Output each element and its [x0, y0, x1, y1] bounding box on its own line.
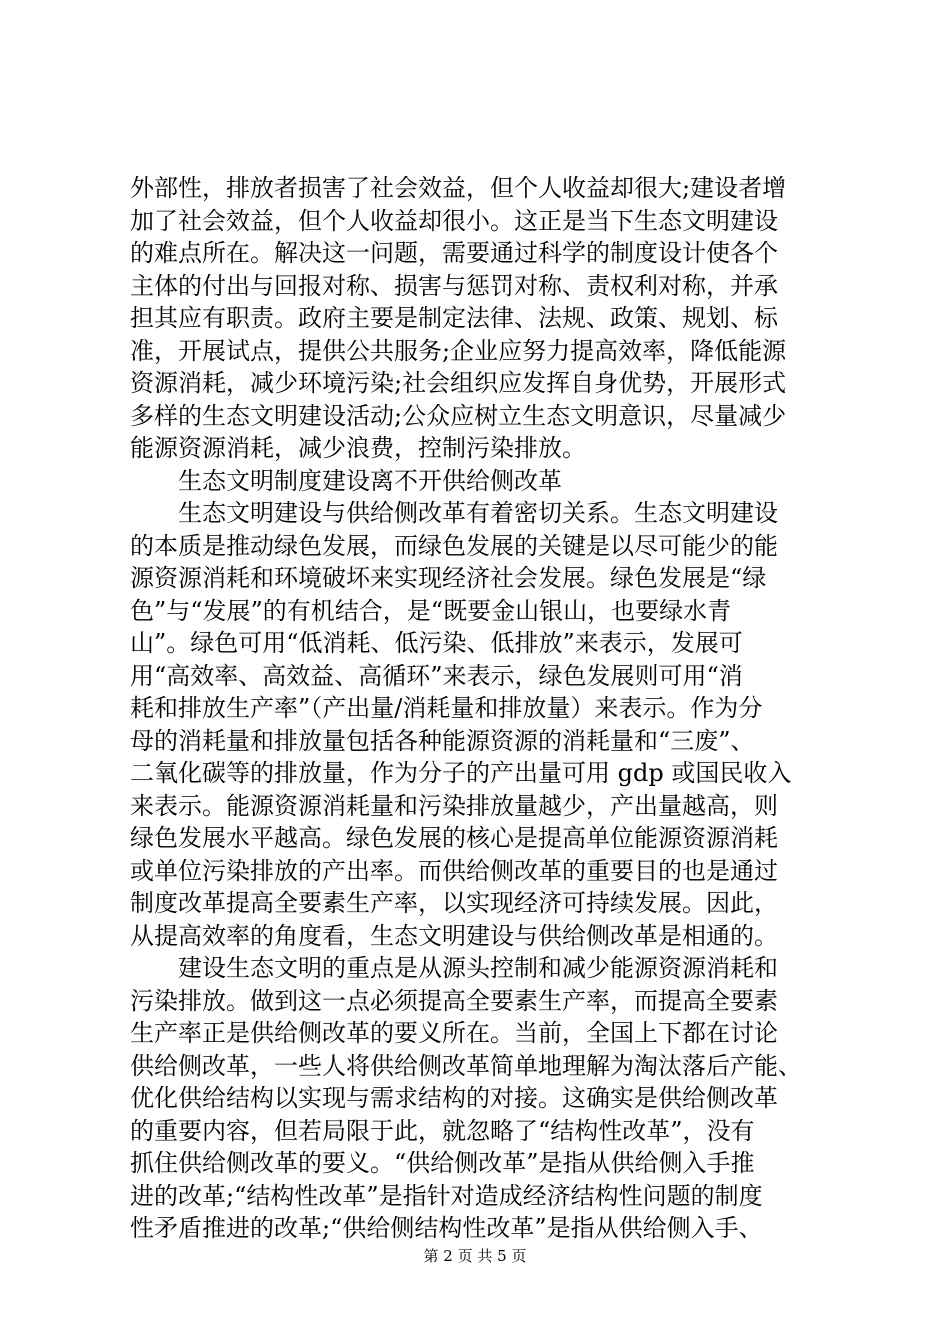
text-line: 优化供给结构以实现与需求结构的对接。这确实是供给侧改革: [130, 1084, 778, 1112]
text-line: 污染排放。做到这一点必须提高全要素生产率，而提高全要素: [130, 986, 778, 1015]
text-line: 性矛盾推进的改革;“供给侧结构性改革”是指从供给侧入手、: [130, 1214, 763, 1242]
text-line: 色”与“发展”的有机结合，是“既要金山银山，也要绿水青: [130, 596, 732, 625]
text-line: 制度改革提高全要素生产率，以实现经济可持续发展。因此，: [130, 889, 778, 917]
text-line: 或单位污染排放的产出率。而供给侧改革的重要目的也是通过: [130, 856, 778, 885]
text-line: 担其应有职责。政府主要是制定法律、法规、政策、规划、标: [130, 304, 778, 332]
text-line: 母的消耗量和排放量包括各种能源资源的消耗量和“三废”、: [130, 726, 755, 755]
text-line: 生态文明制度建设离不开供给侧改革: [178, 466, 562, 495]
text-line: 抓住供给侧改革的要义。“供给侧改革”是指从供给侧入手推: [130, 1149, 755, 1177]
text-line: 资源消耗，减少环境污染;社会组织应发挥自身优势，开展形式: [130, 369, 787, 397]
text-line: 能源资源消耗，减少浪费，控制污染排放。: [130, 434, 586, 462]
text-line: 建设生态文明的重点是从源头控制和减少能源资源消耗和: [178, 954, 778, 982]
text-line: 加了社会效益，但个人收益却很小。这正是当下生态文明建设: [130, 206, 778, 235]
text-line: 生产率正是供给侧改革的要义所在。当前，全国上下都在讨论: [130, 1019, 778, 1047]
text-line: 山”。绿色可用“低消耗、低污染、低排放”来表示，发展可: [130, 629, 743, 657]
text-line: 外部性，排放者损害了社会效益，但个人收益却很大;建设者增: [130, 174, 787, 202]
body-text: [130, 172, 830, 1245]
text-line: 多样的生态文明建设活动;公众应树立生态文明意识，尽量减少: [130, 401, 787, 430]
text-line: 用“高效率、高效益、高循环”来表示，绿色发展则可用“消: [130, 661, 743, 690]
text-line: 的重要内容，但若局限于此，就忽略了“结构性改革”，没有: [130, 1116, 755, 1145]
text-line: 二氧化碳等的排放量，作为分子的产出量可用 gdp 或国民收入: [130, 759, 792, 787]
text-line: 耗和排放生产率”（产出量/消耗量和排放量）来表示。作为分: [130, 694, 763, 722]
text-line: 的难点所在。解决这一问题，需要通过科学的制度设计使各个: [130, 239, 778, 267]
text-line: 来表示。能源资源消耗量和污染排放量越少，产出量越高，则: [130, 791, 778, 820]
text-line: 生态文明建设与供给侧改革有着密切关系。生态文明建设: [178, 499, 778, 527]
text-line: 从提高效率的角度看，生态文明建设与供给侧改革是相通的。: [130, 921, 778, 950]
text-line: 准，开展试点，提供公共服务;企业应努力提高效率，降低能源: [130, 336, 787, 365]
text-line: 供给侧改革，一些人将供给侧改革简单地理解为淘汰落后产能、: [130, 1051, 802, 1080]
text-line: 进的改革;“结构性改革”是指针对造成经济结构性问题的制度: [130, 1181, 763, 1210]
text-line: 的本质是推动绿色发展，而绿色发展的关键是以尽可能少的能: [130, 531, 778, 560]
text-line: 绿色发展水平越高。绿色发展的核心是提高单位能源资源消耗: [130, 824, 778, 852]
text-line: 源资源消耗和环境破坏来实现经济社会发展。绿色发展是“绿: [130, 564, 767, 592]
text-line: 主体的付出与回报对称、损害与惩罚对称、责权利对称，并承: [130, 271, 778, 300]
page-footer: 第 2 页 共 5 页: [423, 1247, 527, 1265]
